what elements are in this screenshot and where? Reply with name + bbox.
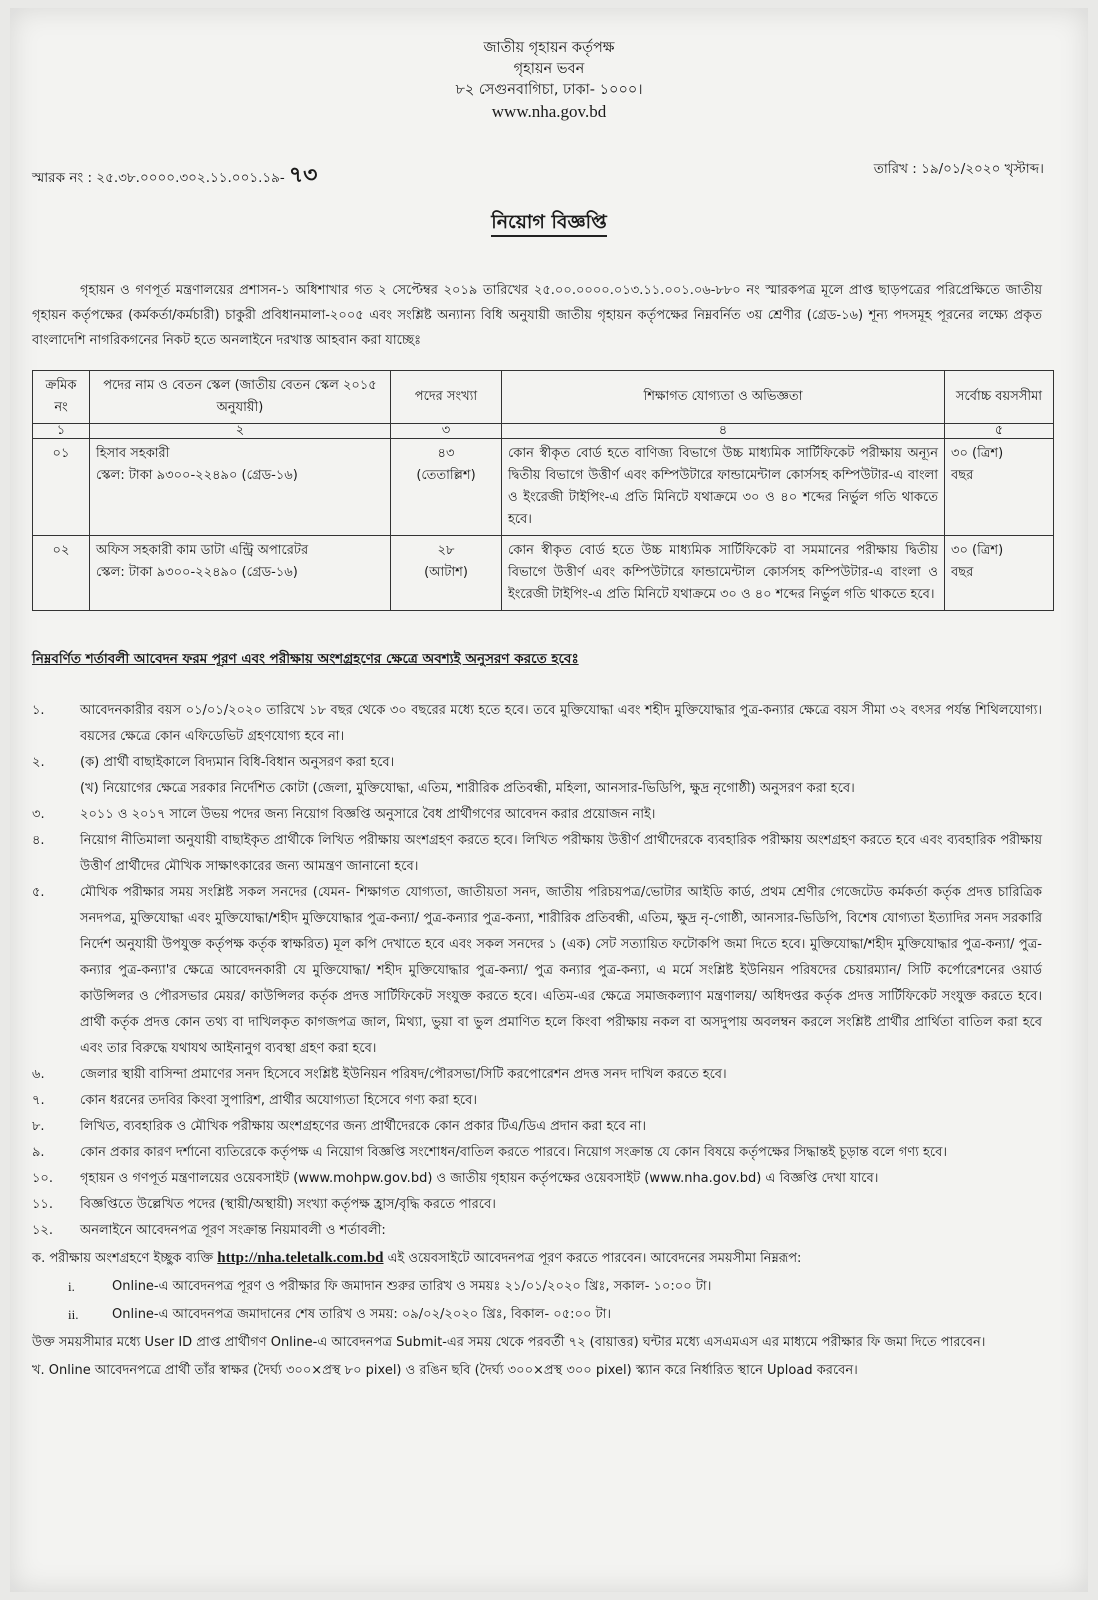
post-title: অফিস সহকারী কাম ডাটা এন্ট্রি অপারেটর	[96, 543, 309, 558]
condition-item	[32, 828, 1042, 880]
col-number: ১	[33, 424, 90, 439]
condition-number: ১১.	[32, 1197, 54, 1212]
condition-text: আবেদনকারীর বয়স ০১/০১/২০২০ তারিখে ১৮ বছর থেকে ৩০ বছরের মধ্যে হতে হবে। তবে মুক্তিযোদ্ধা এবং শহীদ মুক্তিযোদ্ধার পুত্র-কন্যার ক্ষেত্রে বয়স সীমা ৩২ বৎসর পর্যন্ত শিথিলযোগ্য। বয়সের ক্ষেত্রে কোন এফিডেভিট গ্রহণযোগ্য হবে না।	[80, 703, 1042, 744]
col-age-header: সর্বোচ্চ বয়সসীমা	[945, 371, 1054, 424]
building-name: গৃহায়ন ভবন	[513, 61, 585, 77]
condition-number: ৪.	[32, 833, 45, 848]
count-number: ২৮	[437, 543, 455, 558]
count-words: (তেতাল্লিশ)	[416, 468, 476, 483]
condition-text: গৃহায়ন ও গণপূর্ত মন্ত্রণালয়ের ওয়েবসাইট (www.mohpw.gov.bd) ও জাতীয় গৃহায়ন কর্তৃপক্ষের ওয়েবসাইট (www.nha.gov.bd) এ বিজ্ঞপ্তি দেখা যাবে।	[80, 1171, 879, 1186]
condition-text: (খ) নিয়োগের ক্ষেত্রে সরকার নির্দেশিত কোটা (জেলা, মুক্তিযোদ্ধা, এতিম, শারীরিক প্রতিবন্ধী, মহিলা, আনসার-ভিডিপি, ক্ষুদ্র নৃগোষ্ঠী) অনুসরণ করা হবে।	[80, 781, 855, 796]
condition-text: কোন ধরনের তদবির কিংবা সুপারিশ, প্রার্থীর অযোগ্যতা হিসেবে গণ্য করা হবে।	[80, 1093, 478, 1108]
row-serial: ০১	[33, 439, 90, 536]
schedule-number: ii.	[68, 1307, 79, 1322]
schedule-number: i.	[68, 1279, 75, 1294]
condition-text: নিয়োগ নীতিমালা অনুযায়ী বাছাইকৃত প্রার্থীকে লিখিত পরীক্ষায় অংশগ্রহণ করতে হবে। লিখিত পরীক্ষায় উত্তীর্ণ প্রার্থীদেরকে ব্যবহারিক পরীক্ষায় অংশগ্রহণ করতে হবে এবং ব্যবহারিক পরীক্ষায় উত্তীর্ণ প্রার্থীদের মৌখিক সাক্ষাৎকারের জন্য আমন্ত্রণ জানানো হবে।	[80, 833, 1042, 874]
schedule-text: Online-এ আবেদনপত্র জমাদানের শেষ তারিখ ও সময়: ০৯/০২/২০২০ খ্রিঃ, বিকাল- ০৫:০০ টা।	[112, 1307, 612, 1322]
condition-number: ৫.	[32, 885, 45, 900]
fee-note: উক্ত সময়সীমার মধ্যে User ID প্রাপ্ত প্রার্থীগণ Online-এ আবেদনপত্র Submit-এর সময় থেকে পরবর্তী ৭২ (বায়াত্তর) ঘন্টার মধ্যে এসএমএস এর মাধ্যমে পরীক্ষার ফি জমা দিতে পারবেন।	[32, 1335, 986, 1350]
posts-table	[32, 370, 1054, 611]
row-qualification: কোন স্বীকৃত বোর্ড হতে উচ্চ মাধ্যমিক সার্টিফিকেট বা সমমানের পরীক্ষায় দ্বিতীয় বিভাগে উত্তীর্ণ এবং কম্পিউটারে ফান্ডামেন্টাল কোর্সসহ কম্পিউটার-এ বাংলা ও ইংরেজী টাইপিং-এ প্রতি মিনিটে যথাক্রমে ৩০ ও ৪০ শব্দের নির্ভুল গতি থাকতে হবে।	[502, 536, 945, 611]
col-count-header: পদের সংখ্যা	[391, 371, 502, 424]
condition-number: ৬.	[32, 1067, 45, 1082]
condition-text: কোন প্রকার কারণ দর্শানো ব্যতিরেকে কর্তৃপক্ষ এ নিয়োগ বিজ্ঞপ্তি সংশোধন/বাতিল করতে পারবে। নিয়োগ সংক্রান্ত যে কোন বিষয়ে কর্তৃপক্ষের সিদ্ধান্তই চূড়ান্ত বলে গণ্য হবে।	[80, 1145, 947, 1160]
row-qualification: কোন স্বীকৃত বোর্ড হতে বাণিজ্য বিভাগে উচ্চ মাধ্যমিক সার্টিফিকেট পরীক্ষায় অন্যূন দ্বিতীয় বিভাগে উত্তীর্ণ এবং কম্পিউটারে ফান্ডামেন্টাল কোর্সসহ কম্পিউটার-এ বাংলা ও ইংরেজী টাইপিং-এ প্রতি মিনিটে যথাক্রমে ৩০ ও ৪০ শব্দের নির্ভুল গতি থাকতে হবে।	[502, 439, 945, 536]
age-unit: বছর	[951, 468, 974, 483]
condition-number: ১.	[32, 703, 45, 718]
post-scale: স্কেল: টাকা ৯৩০০-২২৪৯০ (গ্রেড-১৬)	[96, 468, 298, 483]
org-website: www.nha.gov.bd	[491, 102, 607, 121]
conditions-heading: নিম্নবর্ণিত শর্তাবলী আবেদন ফরম পূরণ এবং পরীক্ষায় অংশগ্রহণের ক্ষেত্রে অবশ্যই অনুসরণ করতে হবেঃ	[32, 651, 579, 667]
row-post-name	[90, 439, 391, 536]
online-kha: খ. Online আবেদনপত্রে প্রার্থী তাঁর স্বাক্ষর (দৈর্ঘ্য ৩০০×প্রস্থ ৮০ pixel) ও রঙিন ছবি (দৈর্ঘ্য ৩০০×প্রস্থ ৩০০ pixel) স্ক্যান করে নির্ধারিত স্থানে Upload করবেন।	[32, 1363, 858, 1378]
count-words: (আটাশ)	[424, 565, 468, 580]
condition-number: ১০.	[32, 1171, 54, 1186]
condition-number	[32, 776, 80, 802]
condition-number: ২.	[32, 755, 45, 770]
post-title: হিসাব সহকারী	[96, 446, 170, 461]
age-value: ৩০ (ত্রিশ)	[951, 543, 1004, 558]
table-row	[33, 536, 1054, 611]
row-post-count	[391, 439, 502, 536]
condition-item	[32, 1192, 1042, 1218]
schedule-text: Online-এ আবেদনপত্র পূরণ ও পরীক্ষার ফি জমাদান শুরুর তারিখ ও সময়ঃ ২১/০১/২০২০ খ্রিঃ, সকাল- ১০:০০ টা।	[112, 1279, 712, 1294]
condition-number: ৭.	[32, 1093, 45, 1108]
row-post-count	[391, 536, 502, 611]
condition-text: বিজ্ঞপ্তিতে উল্লেখিত পদের (স্থায়ী/অস্থায়ী) সংখ্যা কর্তৃপক্ষ হ্রাস/বৃদ্ধি করতে পারবে।	[80, 1197, 496, 1212]
memo-handwritten-number: ৭৩	[288, 162, 318, 188]
row-age-limit	[945, 439, 1054, 536]
condition-text: ২০১১ ও ২০১৭ সালে উভয় পদের জন্য নিয়োগ বিজ্ঞপ্তি অনুসারে বৈধ প্রার্থীগণের আবেদন করার প্রয়োজন নাই।	[80, 807, 656, 822]
table-header-row	[33, 371, 1054, 424]
condition-number: ৮.	[32, 1119, 45, 1134]
condition-text: লিখিত, ব্যবহারিক ও মৌখিক পরীক্ষায় অংশগ্রহণের জন্য প্রার্থীদেরকে কোন প্রকার টিএ/ডিএ প্রদান করা হবে না।	[80, 1119, 647, 1134]
conditions-list	[32, 698, 1042, 1385]
teletalk-link[interactable]: http://nha.teletalk.com.bd	[217, 1250, 384, 1266]
condition-item	[32, 1062, 1042, 1088]
col-number: ৫	[945, 424, 1054, 439]
row-serial: ০২	[33, 536, 90, 611]
age-value: ৩০ (ত্রিশ)	[951, 446, 1004, 461]
online-ka: ক. পরীক্ষায় অংশগ্রহণে ইচ্ছুক ব্যক্তি http://nha.teletalk.com.bd এই ওয়েবসাইটে আবেদনপত্র পূরণ করতে পারবেন। আবেদনের সময়সীমা নিম্নরূপ:	[32, 1250, 802, 1266]
condition-item	[32, 750, 1042, 776]
condition-number: ৯.	[32, 1145, 45, 1160]
condition-text: অনলাইনে আবেদনপত্র পূরণ সংক্রান্ত নিয়মাবলী ও শর্তাবলী:	[80, 1223, 386, 1238]
count-number: ৪৩	[437, 446, 455, 461]
condition-text: মৌখিক পরীক্ষার সময় সংশ্লিষ্ট সকল সনদের (যেমন- শিক্ষাগত যোগ্যতা, জাতীয়তা সনদ, জাতীয় পরিচয়পত্র/ভোটার আইডি কার্ড, প্রথম শ্রেণীর গেজেটেড কর্মকর্তা কর্তৃক প্রদত্ত চারিত্রিক সনদপত্র, মুক্তিযোদ্ধা এবং মুক্তিযোদ্ধা/শহীদ মুক্তিযোদ্ধার পুত্র-কন্যা/ পুত্র-কন্যার পুত্র-কন্যা, শারীরিক প্রতিবন্ধী, এতিম, ক্ষুদ্র নৃ-গোষ্ঠী, আনসার-ভিডিপি, বিশেষ যোগ্যতা ইত্যাদির সনদ সরকারি নির্দেশ অনুযায়ী উপযুক্ত কর্তৃপক্ষ কর্তৃক স্বাক্ষরিত) মূল কপি দেখাতে হবে এবং সকল সনদের ১ (এক) সেট সত্যায়িত ফটোকপি জমা দিতে হবে। মুক্তিযোদ্ধা/শহীদ মুক্তিযোদ্ধার পুত্র-কন্যা/ পুত্র-কন্যার পুত্র-কন্যা'র ক্ষেত্রে আবেদনকারী যে মুক্তিযোদ্ধা/ শহীদ মুক্তিযোদ্ধার পুত্র-কন্যা/ পুত্র কন্যার পুত্র-কন্যা, এ মর্মে সংশ্লিষ্ট ইউনিয়ন পরিষদের চেয়ারম্যান/ সিটি কর্পোরেশনের ওয়ার্ড কাউন্সিলর ও পৌরসভার মেয়র/ কাউন্সিলর কর্তৃক প্রদত্ত সার্টিফিকেট সংযুক্ত করতে হবে। এতিম-এর ক্ষেত্রে সমাজকল্যাণ মন্ত্রণালয়/ অধিদপ্তর কর্তৃক প্রদত্ত সার্টিফিকেট সংযুক্ত করতে হবে। প্রার্থী কর্তৃক প্রদত্ত কোন তথ্য বা দাখিলকৃত কাগজপত্র জাল, মিথ্যা, ভুয়া বা ভুল প্রমাণিত হলে কিংবা পরীক্ষায় নকল বা অসদুপায় অবলম্বন করলে সংশ্লিষ্ট প্রার্থীর প্রার্থিতা বাতিল করা হবে এবং তার বিরুদ্ধে যথাযথ আইনানুগ ব্যবস্থা গ্রহণ করা হবে।	[80, 885, 1042, 1056]
post-scale: স্কেল: টাকা ৯৩০০-২২৪৯০ (গ্রেড-১৬)	[96, 565, 298, 580]
col-qual-header: শিক্ষাগত যোগ্যতা ও অভিজ্ঞতা	[502, 371, 945, 424]
condition-text: (ক) প্রার্থী বাছাইকালে বিদ্যমান বিধি-বিধান অনুসরণ করা হবে।	[80, 755, 395, 770]
condition-item	[32, 776, 1042, 802]
condition-item	[32, 1088, 1042, 1114]
memo-date: তারিখ : ১৯/০১/২০২০ খৃস্টাব্দ।	[873, 161, 1044, 177]
column-number-row	[33, 424, 1054, 439]
col-number: ২	[90, 424, 391, 439]
condition-item	[32, 1140, 1042, 1166]
intro-paragraph: গৃহায়ন ও গণপূর্ত মন্ত্রণালয়ের প্রশাসন-১ অধিশাখার গত ২ সেপ্টেম্বর ২০১৯ তারিখের ২৫.০০.০০০০.০১৩.১১.০০১.০৬-৮৮০ নং স্মারকপত্র মূলে প্রাপ্ত ছাড়পত্রের পরিপ্রেক্ষিতে জাতীয় গৃহায়ন কর্তৃপক্ষের (কর্মকর্তা/কর্মচারী) চাকুরী প্রবিধানমালা-২০০৫ এবং সংশ্লিষ্ট অন্যান্য বিধি অনুযায়ী জাতীয় গৃহায়ন কর্তৃপক্ষের নিম্নবর্নিত ৩য় শ্রেণীর (গ্রেড-১৬) শূন্য পদসমূহ পূরনের লক্ষ্যে প্রকৃত বাংলাদেশি নাগরিকগনের নিকট হতে অনলাইনে দরখাস্ত আহবান করা যাচ্ছেঃ	[32, 283, 1042, 348]
condition-item	[32, 1218, 1042, 1244]
memo-ref: স্মারক নং : ২৫.৩৮.০০০০.৩০২.১১.০০১.১৯- ৭৩	[32, 162, 318, 188]
table-row	[33, 439, 1054, 536]
age-unit: বছর	[951, 565, 974, 580]
condition-number: ১২.	[32, 1223, 54, 1238]
condition-item	[32, 1166, 1042, 1192]
schedule-item	[32, 1301, 1042, 1329]
letterhead	[10, 38, 1088, 122]
col-number: ৪	[502, 424, 945, 439]
org-address: ৮২ সেগুনবাগিচা, ঢাকা- ১০০০।	[455, 82, 643, 98]
schedule-item	[32, 1273, 1042, 1301]
condition-item	[32, 1114, 1042, 1140]
online-instructions	[32, 1244, 1042, 1385]
col-name-header: পদের নাম ও বেতন স্কেল (জাতীয় বেতন স্কেল ২০১৫ অনুযায়ী)	[90, 371, 391, 424]
condition-item	[32, 698, 1042, 750]
condition-item	[32, 802, 1042, 828]
condition-text: জেলার স্থায়ী বাসিন্দা প্রমাণের সনদ হিসেবে সংশ্লিষ্ট ইউনিয়ন পরিষদ/পৌরসভা/সিটি করপোরেশন প্রদত্ত সনদ দাখিল করতে হবে।	[80, 1067, 727, 1082]
col-number: ৩	[391, 424, 502, 439]
col-serial-header: ক্রমিক নং	[33, 371, 90, 424]
org-name: জাতীয় গৃহায়ন কর্তৃপক্ষ	[483, 40, 615, 56]
row-age-limit	[945, 536, 1054, 611]
notice-title: নিয়োগ বিজ্ঞপ্তি	[10, 208, 1088, 240]
condition-number: ৩.	[32, 807, 45, 822]
notice-page	[10, 8, 1088, 1592]
condition-item	[32, 880, 1042, 1062]
row-post-name	[90, 536, 391, 611]
